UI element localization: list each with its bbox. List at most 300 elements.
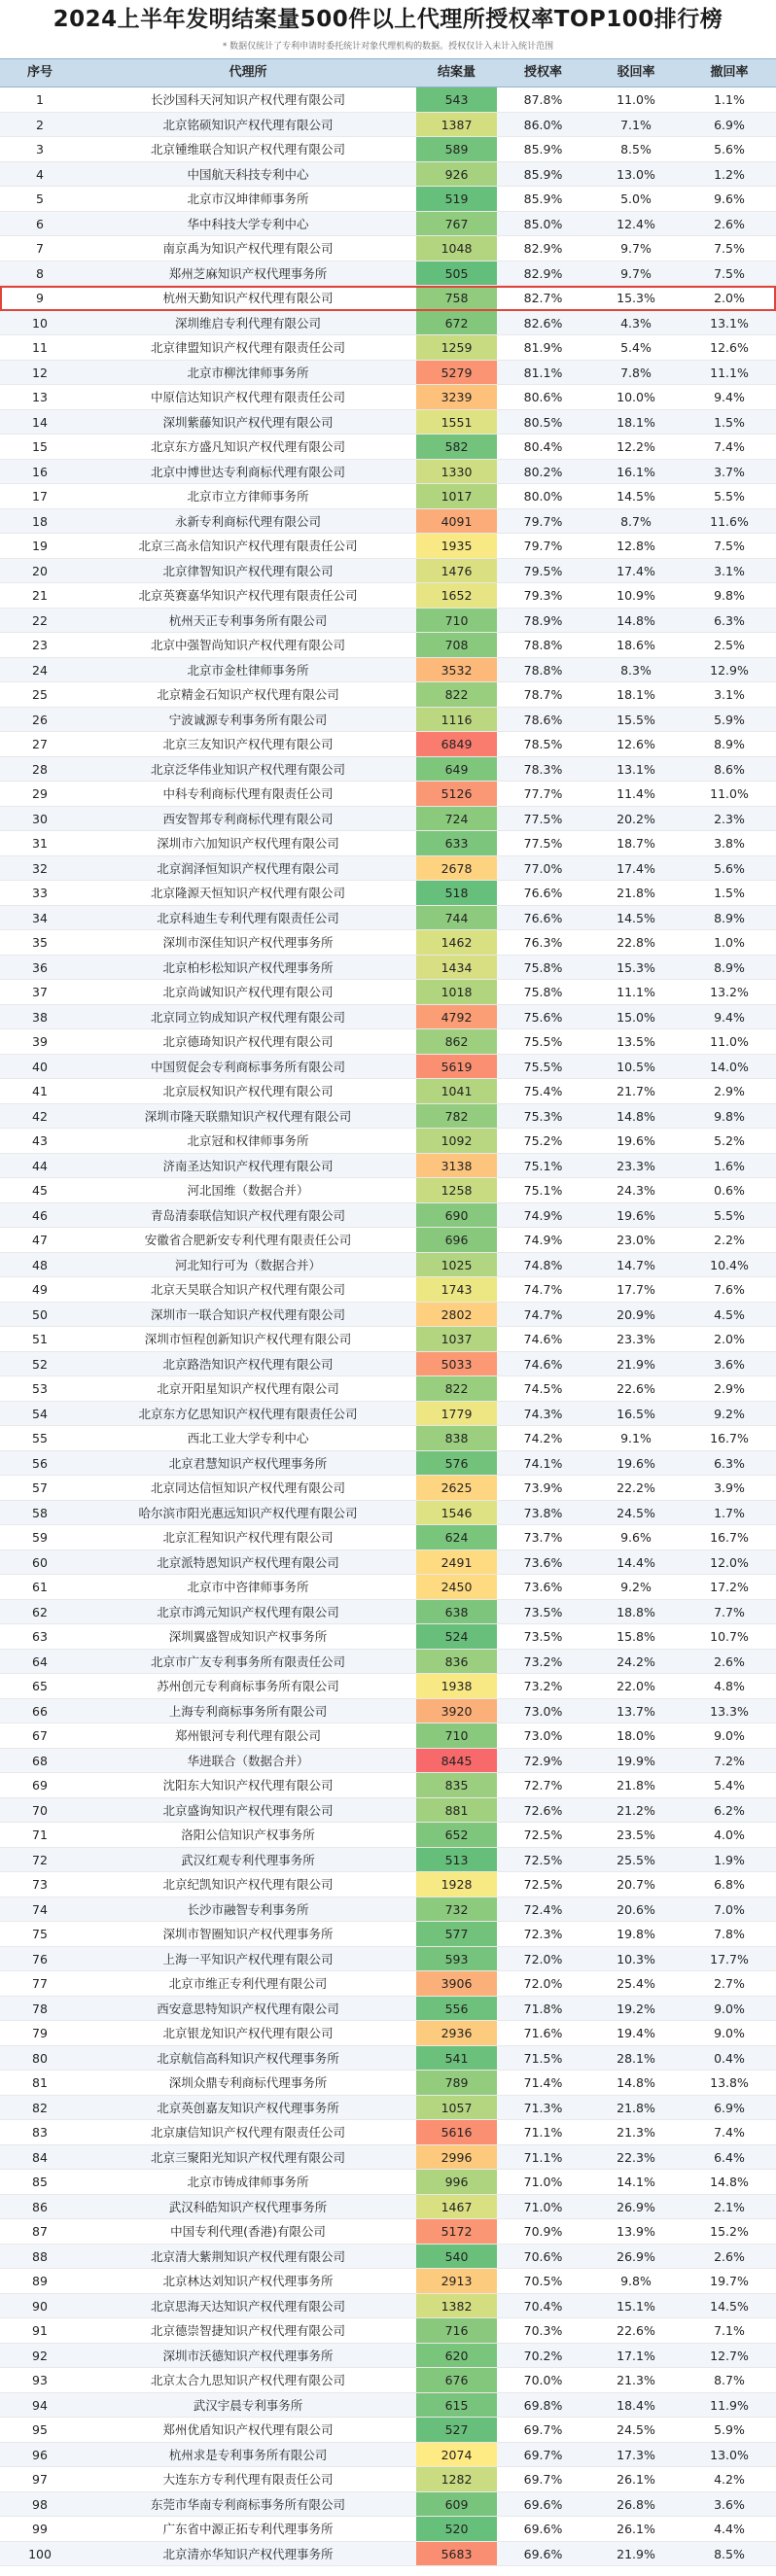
cell-rank: 58 (32, 1505, 48, 1520)
table-row (0, 311, 776, 336)
cell-case-count: 2625 (416, 1476, 497, 1500)
cell-grant-rate: 71.8% (523, 2001, 563, 2016)
cell-withdraw-rate: 8.9% (714, 737, 745, 751)
cell-grant-rate: 71.6% (523, 2026, 563, 2040)
cell-withdraw-rate: 13.3% (710, 1703, 749, 1719)
cell-agency-name: 青岛清泰联信知识产权代理有限公司 (150, 1207, 345, 1223)
cell-agency-name: 广东省中源正拓专利代理事务所 (162, 2522, 334, 2536)
cell-withdraw-rate: 6.2% (714, 1802, 745, 1818)
table-row (0, 1376, 776, 1402)
cell-withdraw-rate: 15.2% (710, 2224, 749, 2239)
cell-grant-rate: 69.6% (523, 2522, 563, 2536)
table-row (0, 1055, 776, 1080)
cell-rank: 87 (32, 2224, 48, 2239)
cell-withdraw-rate: 4.4% (714, 2522, 745, 2536)
cell-rank: 98 (32, 2496, 48, 2512)
cell-withdraw-rate: 2.6% (714, 2248, 745, 2264)
table-row (0, 1723, 776, 1749)
cell-reject-rate: 8.5% (620, 142, 652, 157)
cell-agency-name: 北京天昊联合知识产权代理有限公司 (150, 1282, 345, 1297)
table-row (0, 782, 776, 807)
cell-reject-rate: 14.4% (617, 1554, 655, 1570)
cell-case-count: 1938 (416, 1674, 497, 1698)
cell-grant-rate: 71.3% (523, 2100, 563, 2115)
cell-rank: 56 (32, 1455, 48, 1471)
cell-grant-rate: 77.7% (523, 786, 563, 801)
table-row (0, 286, 776, 311)
table-row (0, 682, 776, 708)
cell-agency-name: 长沙国科天河知识产权代理有限公司 (150, 92, 345, 107)
table-row (0, 1277, 776, 1303)
cell-rank: 4 (36, 166, 44, 182)
cell-case-count: 862 (416, 1029, 497, 1054)
cell-reject-rate: 12.6% (617, 737, 655, 751)
cell-case-count: 710 (416, 609, 497, 633)
cell-case-count: 4091 (416, 509, 497, 534)
table-row (0, 335, 776, 361)
cell-grant-rate: 70.6% (523, 2248, 563, 2264)
cell-rank: 37 (32, 985, 48, 999)
table-row (0, 1402, 776, 1427)
cell-case-count: 1092 (416, 1129, 497, 1153)
cell-case-count: 4792 (416, 1005, 497, 1029)
cell-rank: 1 (36, 92, 44, 107)
cell-reject-rate: 12.4% (617, 216, 655, 231)
cell-rank: 63 (32, 1629, 48, 1644)
table-row (0, 361, 776, 386)
cell-reject-rate: 12.8% (617, 539, 655, 553)
cell-case-count: 1057 (416, 2096, 497, 2120)
table-row (0, 1525, 776, 1550)
cell-case-count: 672 (416, 311, 497, 335)
cell-reject-rate: 14.5% (617, 489, 655, 504)
cell-rank: 93 (32, 2373, 48, 2387)
cell-reject-rate: 28.1% (617, 2050, 655, 2066)
table-row (0, 113, 776, 138)
table-row (0, 583, 776, 609)
cell-grant-rate: 72.7% (523, 1778, 563, 1793)
cell-case-count: 690 (416, 1203, 497, 1228)
cell-reject-rate: 21.8% (617, 2100, 655, 2115)
table-row (0, 2393, 776, 2419)
cell-withdraw-rate: 8.9% (714, 959, 745, 975)
cell-reject-rate: 22.8% (617, 935, 655, 950)
table-row (0, 435, 776, 460)
cell-case-count: 620 (416, 2344, 497, 2368)
cell-reject-rate: 9.7% (620, 265, 652, 281)
cell-case-count: 767 (416, 212, 497, 236)
cell-rank: 68 (32, 1753, 48, 1768)
cell-agency-name: 北京派特恩知识产权代理有限公司 (157, 1554, 339, 1570)
cell-case-count: 3532 (416, 658, 497, 682)
cell-withdraw-rate: 1.5% (714, 886, 745, 900)
cell-reject-rate: 15.3% (617, 959, 655, 975)
cell-reject-rate: 20.7% (617, 1877, 655, 1892)
cell-withdraw-rate: 9.4% (714, 1009, 745, 1025)
cell-grant-rate: 71.4% (523, 2075, 563, 2090)
table-body (0, 87, 776, 2566)
cell-reject-rate: 18.8% (617, 1604, 655, 1619)
cell-grant-rate: 74.3% (523, 1406, 563, 1421)
cell-rank: 79 (32, 2026, 48, 2040)
cell-agency-name: 北京汇程知识产权代理有限公司 (162, 1530, 334, 1545)
cell-rank: 20 (32, 563, 48, 578)
cell-withdraw-rate: 7.4% (714, 2125, 745, 2140)
table-row (0, 1203, 776, 1229)
cell-reject-rate: 7.8% (620, 365, 652, 380)
table-row (0, 1178, 776, 1203)
cell-grant-rate: 70.4% (523, 2298, 563, 2314)
cell-withdraw-rate: 2.5% (714, 638, 745, 652)
table-row (0, 2294, 776, 2319)
table-row (0, 732, 776, 757)
cell-case-count: 1282 (416, 2467, 497, 2491)
cell-withdraw-rate: 9.8% (714, 588, 745, 603)
table-row (0, 2096, 776, 2121)
table-row (0, 1600, 776, 1625)
cell-grant-rate: 80.5% (523, 414, 563, 430)
cell-rank: 59 (32, 1530, 48, 1545)
cell-agency-name: 北京路浩知识产权代理有限公司 (162, 1356, 334, 1372)
cell-rank: 18 (32, 513, 48, 529)
cell-reject-rate: 17.1% (617, 2348, 655, 2363)
cell-rank: 25 (32, 687, 48, 702)
table-row (0, 2021, 776, 2046)
cell-agency-name: 北京市立方律师事务所 (187, 489, 309, 504)
table-row (0, 1550, 776, 1576)
cell-reject-rate: 22.0% (617, 1679, 655, 1693)
cell-rank: 83 (32, 2125, 48, 2140)
cell-case-count: 505 (416, 261, 497, 286)
cell-grant-rate: 79.5% (523, 563, 563, 578)
cell-agency-name: 宁波诚源专利事务所有限公司 (168, 712, 328, 727)
cell-grant-rate: 75.1% (523, 1158, 563, 1173)
cell-rank: 38 (32, 1009, 48, 1025)
cell-agency-name: 苏州创元专利商标事务所有限公司 (157, 1679, 339, 1693)
cell-grant-rate: 80.6% (523, 390, 563, 404)
cell-withdraw-rate: 2.9% (714, 1084, 745, 1098)
cell-grant-rate: 74.8% (523, 1257, 563, 1272)
cell-grant-rate: 81.9% (523, 340, 563, 355)
cell-agency-name: 北京同达信恒知识产权代理有限公司 (150, 1480, 345, 1495)
cell-rank: 65 (32, 1679, 48, 1693)
cell-rank: 86 (32, 2199, 48, 2214)
cell-reject-rate: 24.5% (617, 1505, 655, 1520)
cell-agency-name: 深圳市深佳知识产权代理事务所 (162, 935, 334, 950)
cell-agency-name: 北京中强智尚知识产权代理有限公司 (150, 638, 345, 652)
cell-reject-rate: 22.6% (617, 1381, 655, 1396)
cell-withdraw-rate: 10.7% (710, 1629, 749, 1644)
cell-grant-rate: 75.4% (523, 1084, 563, 1098)
cell-grant-rate: 78.5% (523, 737, 563, 751)
cell-reject-rate: 5.0% (620, 191, 652, 206)
table-row (0, 2443, 776, 2468)
cell-withdraw-rate: 19.7% (710, 2274, 749, 2288)
cell-rank: 71 (32, 1828, 48, 1842)
page-title: 2024上半年发明结案量500件以上代理所授权率TOP100排行榜 (53, 7, 723, 32)
cell-withdraw-rate: 4.5% (714, 1306, 745, 1322)
cell-agency-name: 深圳维启专利代理有限公司 (174, 315, 321, 331)
cell-case-count: 624 (416, 1525, 497, 1549)
cell-case-count: 3239 (416, 385, 497, 409)
table-row (0, 2120, 776, 2145)
cell-case-count: 2678 (416, 856, 497, 881)
cell-case-count: 2802 (416, 1303, 497, 1327)
cell-rank: 51 (32, 1332, 48, 1346)
table-row (0, 261, 776, 287)
cell-reject-rate: 7.1% (620, 117, 652, 132)
cell-reject-rate: 13.0% (617, 166, 655, 182)
cell-case-count: 710 (416, 1723, 497, 1748)
cell-grant-rate: 70.5% (523, 2274, 563, 2288)
cell-case-count: 744 (416, 906, 497, 930)
cell-withdraw-rate: 3.1% (714, 687, 745, 702)
cell-case-count: 1037 (416, 1327, 497, 1351)
cell-case-count: 582 (416, 435, 497, 459)
cell-withdraw-rate: 8.6% (714, 761, 745, 777)
cell-grant-rate: 74.7% (523, 1282, 563, 1297)
cell-rank: 48 (32, 1257, 48, 1272)
cell-withdraw-rate: 6.4% (714, 2149, 745, 2165)
cell-grant-rate: 75.1% (523, 1183, 563, 1198)
cell-agency-name: 北京东方亿思知识产权代理有限责任公司 (138, 1406, 358, 1421)
cell-case-count: 5126 (416, 782, 497, 806)
cell-case-count: 1935 (416, 534, 497, 558)
cell-agency-name: 北京同立钧成知识产权代理有限公司 (150, 1009, 345, 1025)
cell-case-count: 1025 (416, 1253, 497, 1277)
cell-reject-rate: 18.1% (617, 414, 655, 430)
cell-grant-rate: 72.0% (523, 1976, 563, 1991)
cell-reject-rate: 11.1% (617, 985, 655, 999)
cell-case-count: 2936 (416, 2021, 497, 2045)
cell-rank: 44 (32, 1158, 48, 1173)
cell-rank: 9 (36, 291, 44, 305)
cell-reject-rate: 8.3% (620, 662, 652, 678)
cell-case-count: 822 (416, 682, 497, 707)
page-subtitle: * 数据仅统计了专利申请时委托统计对象代理机构的数据。授权仅计入未计入统计范围 (222, 42, 554, 52)
table-row (0, 881, 776, 906)
cell-case-count: 926 (416, 162, 497, 187)
cell-grant-rate: 71.1% (523, 2149, 563, 2165)
table-row (0, 2467, 776, 2492)
cell-agency-name: 北京盛询知识产权代理有限公司 (162, 1802, 334, 1818)
cell-reject-rate: 26.9% (617, 2248, 655, 2264)
cell-reject-rate: 21.7% (617, 1084, 655, 1098)
cell-agency-name: 北京润泽恒知识产权代理有限公司 (157, 860, 339, 876)
cell-reject-rate: 9.8% (620, 2274, 652, 2288)
cell-withdraw-rate: 2.2% (714, 1233, 745, 1247)
cell-reject-rate: 22.3% (617, 2149, 655, 2165)
cell-rank: 55 (32, 1431, 48, 1445)
cell-case-count: 881 (416, 1798, 497, 1823)
cell-agency-name: 深圳市隆天联鼎知识产权代理有限公司 (144, 1108, 352, 1124)
cell-agency-name: 北京隆源天恒知识产权代理有限公司 (150, 886, 345, 900)
cell-withdraw-rate: 12.9% (710, 662, 749, 678)
cell-case-count: 8445 (416, 1749, 497, 1773)
cell-agency-name: 洛阳公信知识产权事务所 (181, 1828, 315, 1842)
cell-reject-rate: 25.5% (617, 1852, 655, 1867)
cell-withdraw-rate: 7.8% (714, 1927, 745, 1941)
cell-agency-name: 北京律智知识产权代理有限公司 (162, 563, 334, 578)
cell-agency-name: 西安意思特知识产权代理有限公司 (157, 2001, 339, 2016)
cell-rank: 23 (32, 638, 48, 652)
cell-withdraw-rate: 5.9% (714, 712, 745, 727)
cell-rank: 54 (32, 1406, 48, 1421)
cell-rank: 69 (32, 1778, 48, 1793)
cell-rank: 84 (32, 2149, 48, 2165)
cell-reject-rate: 19.9% (617, 1753, 655, 1768)
header-reject-rate: 驳回率 (617, 65, 655, 80)
cell-withdraw-rate: 11.9% (710, 2397, 749, 2413)
table-row (0, 708, 776, 733)
cell-reject-rate: 23.3% (617, 1158, 655, 1173)
cell-rank: 72 (32, 1852, 48, 1867)
cell-rank: 31 (32, 836, 48, 851)
table-row (0, 1947, 776, 1972)
cell-reject-rate: 19.4% (617, 2026, 655, 2040)
cell-case-count: 758 (416, 286, 497, 310)
cell-reject-rate: 26.9% (617, 2199, 655, 2214)
cell-case-count: 577 (416, 1922, 497, 1946)
cell-agency-name: 华中科技大学专利中心 (187, 216, 309, 231)
cell-agency-name: 中国专利代理(香港)有限公司 (170, 2224, 326, 2239)
cell-rank: 33 (32, 886, 48, 900)
cell-case-count: 633 (416, 831, 497, 855)
cell-grant-rate: 75.8% (523, 959, 563, 975)
cell-case-count: 3920 (416, 1699, 497, 1723)
cell-reject-rate: 14.7% (617, 1257, 655, 1272)
cell-agency-name: 北京英创嘉友知识产权代理事务所 (157, 2100, 339, 2115)
cell-reject-rate: 14.5% (617, 910, 655, 925)
cell-withdraw-rate: 2.6% (714, 216, 745, 231)
table-row (0, 1624, 776, 1650)
cell-rank: 50 (32, 1306, 48, 1322)
cell-reject-rate: 21.9% (617, 1356, 655, 1372)
cell-rank: 27 (32, 737, 48, 751)
cell-rank: 7 (36, 241, 44, 256)
cell-reject-rate: 18.0% (617, 1728, 655, 1743)
cell-withdraw-rate: 11.0% (710, 786, 749, 801)
cell-rank: 6 (36, 216, 44, 231)
cell-withdraw-rate: 0.4% (714, 2050, 745, 2066)
cell-reject-rate: 15.5% (617, 712, 655, 727)
cell-grant-rate: 72.5% (523, 1877, 563, 1892)
cell-reject-rate: 25.4% (617, 1976, 655, 1991)
cell-rank: 14 (32, 414, 48, 430)
cell-agency-name: 北京三高永信知识产权代理有限责任公司 (138, 539, 358, 553)
cell-withdraw-rate: 11.6% (710, 513, 749, 529)
cell-agency-name: 中原信达知识产权代理有限责任公司 (150, 390, 345, 404)
cell-rank: 62 (32, 1604, 48, 1619)
cell-withdraw-rate: 13.1% (710, 315, 749, 331)
cell-reject-rate: 26.8% (617, 2496, 655, 2512)
cell-agency-name: 北京太合九思知识产权代理有限公司 (150, 2373, 345, 2387)
cell-case-count: 1048 (416, 236, 497, 261)
cell-rank: 29 (32, 786, 48, 801)
cell-case-count: 5619 (416, 1055, 497, 1079)
cell-withdraw-rate: 1.1% (714, 92, 745, 107)
cell-case-count: 838 (416, 1426, 497, 1450)
cell-rank: 76 (32, 1951, 48, 1967)
table-row (0, 2517, 776, 2542)
table-row (0, 1501, 776, 1526)
cell-grant-rate: 80.4% (523, 439, 563, 454)
cell-grant-rate: 73.6% (523, 1580, 563, 1594)
table-row (0, 2071, 776, 2096)
table-row (0, 236, 776, 261)
cell-agency-name: 北京律盟知识产权代理有限责任公司 (150, 340, 345, 355)
cell-withdraw-rate: 9.2% (714, 1406, 745, 1421)
cell-agency-name: 深圳众鼎专利商标代理事务所 (168, 2075, 328, 2090)
cell-agency-name: 北京康信知识产权代理有限责任公司 (150, 2125, 345, 2140)
table-row (0, 1327, 776, 1352)
cell-agency-name: 北京东方盛凡知识产权代理有限公司 (150, 439, 345, 454)
cell-agency-name: 北京纪凯知识产权代理有限公司 (162, 1877, 334, 1892)
cell-withdraw-rate: 8.7% (714, 2373, 745, 2387)
cell-case-count: 513 (416, 1848, 497, 1872)
cell-grant-rate: 75.2% (523, 1133, 563, 1148)
cell-reject-rate: 13.1% (617, 761, 655, 777)
cell-grant-rate: 77.5% (523, 811, 563, 826)
cell-withdraw-rate: 3.9% (714, 1480, 745, 1495)
cell-agency-name: 华进联合（数据合并） (187, 1753, 309, 1768)
cell-agency-name: 北京思海天达知识产权代理有限公司 (150, 2298, 345, 2314)
cell-reject-rate: 21.3% (617, 2125, 655, 2140)
cell-grant-rate: 79.3% (523, 588, 563, 603)
table-row (0, 137, 776, 162)
cell-withdraw-rate: 3.8% (714, 836, 745, 851)
cell-grant-rate: 74.7% (523, 1306, 563, 1322)
cell-reject-rate: 19.8% (617, 1927, 655, 1941)
cell-reject-rate: 19.6% (617, 1133, 655, 1148)
cell-reject-rate: 15.1% (617, 2298, 655, 2314)
cell-withdraw-rate: 4.8% (714, 1679, 745, 1693)
cell-case-count: 5033 (416, 1352, 497, 1376)
cell-rank: 60 (32, 1554, 48, 1570)
cell-withdraw-rate: 2.1% (714, 2199, 745, 2214)
cell-grant-rate: 69.6% (523, 2496, 563, 2512)
cell-reject-rate: 21.2% (617, 1802, 655, 1818)
cell-grant-rate: 74.9% (523, 1207, 563, 1223)
cell-case-count: 1018 (416, 980, 497, 1004)
cell-rank: 78 (32, 2001, 48, 2016)
cell-grant-rate: 73.0% (523, 1703, 563, 1719)
cell-withdraw-rate: 2.9% (714, 1381, 745, 1396)
cell-reject-rate: 13.5% (617, 1034, 655, 1049)
cell-withdraw-rate: 6.3% (714, 1455, 745, 1471)
cell-rank: 19 (32, 539, 48, 553)
cell-grant-rate: 75.5% (523, 1034, 563, 1049)
cell-grant-rate: 71.0% (523, 2199, 563, 2214)
cell-rank: 89 (32, 2274, 48, 2288)
cell-reject-rate: 13.7% (617, 1703, 655, 1719)
cell-grant-rate: 73.7% (523, 1530, 563, 1545)
cell-reject-rate: 17.4% (617, 563, 655, 578)
cell-rank: 90 (32, 2298, 48, 2314)
table-row (0, 633, 776, 658)
cell-case-count: 5683 (416, 2542, 497, 2566)
cell-withdraw-rate: 13.0% (710, 2447, 749, 2462)
cell-rank: 28 (32, 761, 48, 777)
cell-agency-name: 武汉宇晨专利事务所 (193, 2397, 303, 2413)
cell-agency-name: 杭州天正专利事务所有限公司 (168, 612, 328, 628)
cell-rank: 92 (32, 2348, 48, 2363)
table-row (0, 559, 776, 584)
cell-reject-rate: 26.1% (617, 2522, 655, 2536)
cell-grant-rate: 74.5% (523, 1381, 563, 1396)
cell-agency-name: 河北知行可为（数据合并） (174, 1257, 321, 1272)
cell-agency-name: 大连东方专利代理有限责任公司 (162, 2472, 334, 2487)
